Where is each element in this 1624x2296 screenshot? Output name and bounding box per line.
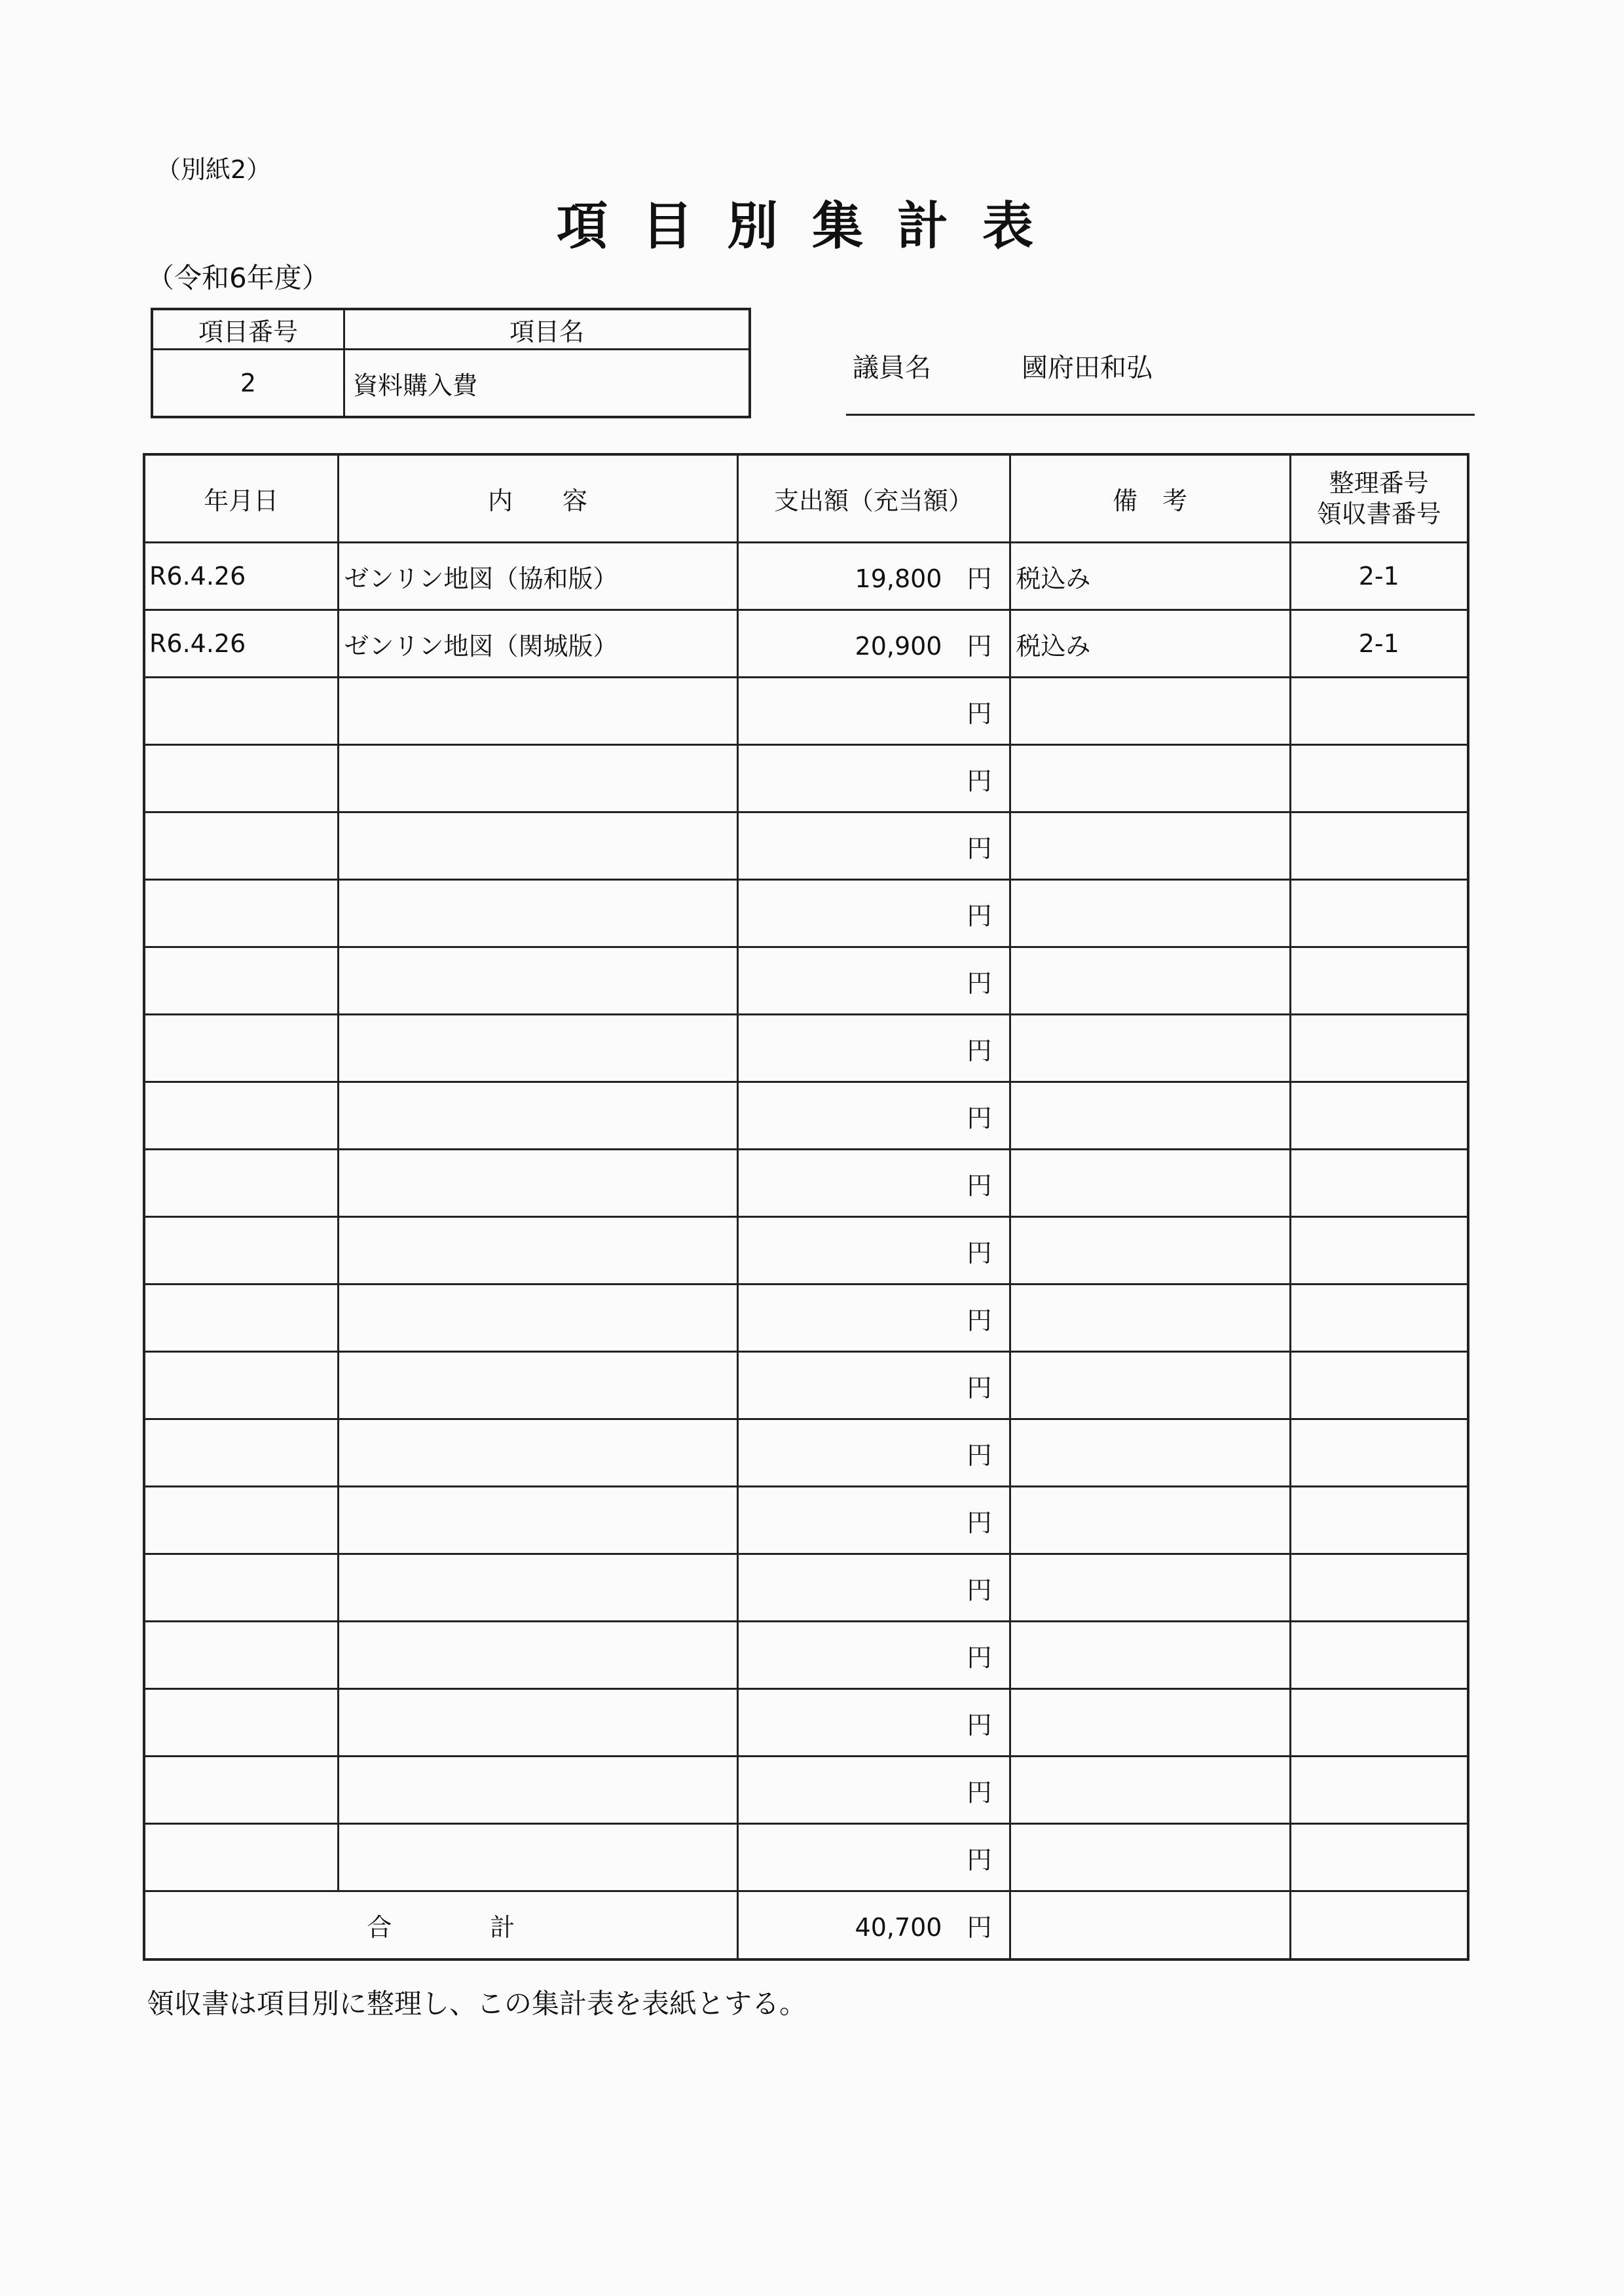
reference-number-header bbox=[1290, 454, 1468, 543]
date-cell bbox=[144, 1150, 338, 1217]
amount-unit: 円 bbox=[967, 631, 992, 661]
remarks-cell bbox=[1010, 1352, 1290, 1419]
description-cell bbox=[338, 1015, 737, 1082]
amount-cell bbox=[737, 1217, 1010, 1285]
amount-unit: 円 bbox=[967, 1440, 992, 1470]
expense-ledger-table bbox=[143, 453, 1469, 1961]
date-cell bbox=[144, 1217, 338, 1285]
amount-unit: 円 bbox=[967, 1845, 992, 1874]
remarks-cell bbox=[1010, 1554, 1290, 1622]
date-cell bbox=[144, 1757, 338, 1824]
description-cell bbox=[338, 1150, 737, 1217]
reference-number-cell bbox=[1290, 1082, 1468, 1150]
date-cell bbox=[144, 1689, 338, 1757]
table-row bbox=[144, 1419, 1468, 1487]
reference-number-cell: 2-1 bbox=[1290, 543, 1468, 610]
amount-unit: 円 bbox=[967, 699, 992, 728]
reference-number-header-line1: 整理番号 bbox=[1329, 469, 1429, 498]
remarks-cell bbox=[1010, 1082, 1290, 1150]
amount-cell bbox=[737, 1352, 1010, 1419]
member-label: 議員名 bbox=[853, 353, 931, 383]
ledger-total-row bbox=[144, 1891, 1468, 1960]
remarks-cell bbox=[1010, 1622, 1290, 1689]
description-cell bbox=[338, 1554, 737, 1622]
description-cell bbox=[338, 1419, 737, 1487]
reference-number-cell bbox=[1290, 1217, 1468, 1285]
reference-number-cell bbox=[1290, 812, 1468, 880]
reference-number-cell bbox=[1290, 1622, 1468, 1689]
description-cell bbox=[338, 947, 737, 1015]
reference-number-header-line2: 領収書番号 bbox=[1316, 499, 1441, 528]
reference-number-cell bbox=[1290, 1419, 1468, 1487]
description-cell bbox=[338, 1082, 737, 1150]
footer-note: 領収書は項目別に整理し、この集計表を表紙とする。 bbox=[147, 1988, 807, 2020]
remarks-cell bbox=[1010, 812, 1290, 880]
item-table-value-row bbox=[152, 350, 750, 418]
reference-number-cell bbox=[1290, 745, 1468, 812]
amount-header: 支出額（充当額） bbox=[737, 454, 1010, 543]
description-cell bbox=[338, 812, 737, 880]
description-cell bbox=[338, 1689, 737, 1757]
table-row bbox=[144, 610, 1468, 678]
table-row bbox=[144, 812, 1468, 880]
description-cell bbox=[338, 1622, 737, 1689]
amount-unit: 円 bbox=[967, 1103, 992, 1133]
description-header: 内 容 bbox=[338, 454, 737, 543]
member-name: 國府田和弘 bbox=[1022, 353, 1153, 383]
table-row bbox=[144, 678, 1468, 745]
amount-unit: 円 bbox=[967, 564, 992, 593]
item-table bbox=[151, 308, 751, 418]
table-row bbox=[144, 745, 1468, 812]
reference-number-cell bbox=[1290, 1015, 1468, 1082]
remarks-cell bbox=[1010, 745, 1290, 812]
amount-unit: 円 bbox=[967, 1036, 992, 1065]
amount-cell bbox=[737, 1689, 1010, 1757]
date-cell bbox=[144, 1419, 338, 1487]
description-cell bbox=[338, 1352, 737, 1419]
reference-number-cell bbox=[1290, 1352, 1468, 1419]
amount-cell bbox=[737, 1419, 1010, 1487]
amount-unit: 円 bbox=[967, 1575, 992, 1605]
table-row bbox=[144, 1622, 1468, 1689]
table-row bbox=[144, 1150, 1468, 1217]
date-cell bbox=[144, 678, 338, 745]
date-cell bbox=[144, 1015, 338, 1082]
amount-cell bbox=[737, 1622, 1010, 1689]
table-row bbox=[144, 1824, 1468, 1891]
remarks-cell bbox=[1010, 678, 1290, 745]
remarks-cell bbox=[1010, 1824, 1290, 1891]
date-cell bbox=[144, 947, 338, 1015]
date-cell bbox=[144, 1352, 338, 1419]
table-row bbox=[144, 1285, 1468, 1352]
reference-number-cell bbox=[1290, 1757, 1468, 1824]
table-row bbox=[144, 1217, 1468, 1285]
remarks-cell bbox=[1010, 880, 1290, 947]
remarks-cell bbox=[1010, 947, 1290, 1015]
amount-value: 20,900 bbox=[855, 631, 942, 661]
total-number-cell bbox=[1290, 1891, 1468, 1960]
reference-number-cell: 2-1 bbox=[1290, 610, 1468, 678]
amount-cell bbox=[737, 1082, 1010, 1150]
description-cell bbox=[338, 880, 737, 947]
item-number-header: 項目番号 bbox=[152, 309, 344, 350]
table-row bbox=[144, 543, 1468, 610]
amount-cell bbox=[737, 1554, 1010, 1622]
total-label: 合計 bbox=[144, 1891, 737, 1960]
remarks-cell: 税込み bbox=[1010, 543, 1290, 610]
amount-cell bbox=[737, 1285, 1010, 1352]
remarks-cell bbox=[1010, 1419, 1290, 1487]
remarks-cell bbox=[1010, 1757, 1290, 1824]
amount-unit: 円 bbox=[967, 1777, 992, 1807]
remarks-cell bbox=[1010, 1689, 1290, 1757]
description-cell bbox=[338, 1487, 737, 1554]
remarks-cell bbox=[1010, 1217, 1290, 1285]
date-cell bbox=[144, 745, 338, 812]
amount-unit: 円 bbox=[967, 1305, 992, 1335]
amount-cell bbox=[737, 678, 1010, 745]
date-cell bbox=[144, 1285, 338, 1352]
total-amount: 40,700 bbox=[855, 1913, 942, 1942]
table-row bbox=[144, 1082, 1468, 1150]
date-cell: R6.4.26 bbox=[144, 543, 338, 610]
item-number: 2 bbox=[152, 350, 344, 418]
date-cell bbox=[144, 812, 338, 880]
date-cell bbox=[144, 1622, 338, 1689]
description-cell: ゼンリン地図（関城版） bbox=[338, 610, 737, 678]
amount-unit: 円 bbox=[967, 1643, 992, 1672]
date-cell bbox=[144, 1824, 338, 1891]
amount-cell bbox=[737, 1487, 1010, 1554]
reference-number-cell bbox=[1290, 678, 1468, 745]
table-row bbox=[144, 1487, 1468, 1554]
amount-unit: 円 bbox=[967, 968, 992, 998]
date-cell bbox=[144, 1082, 338, 1150]
table-row bbox=[144, 880, 1468, 947]
description-cell bbox=[338, 1285, 737, 1352]
remarks-cell bbox=[1010, 1150, 1290, 1217]
description-cell: ゼンリン地図（協和版） bbox=[338, 543, 737, 610]
reference-number-cell bbox=[1290, 1150, 1468, 1217]
remarks-cell: 税込み bbox=[1010, 610, 1290, 678]
total-amount-cell bbox=[737, 1891, 1010, 1960]
amount-unit: 円 bbox=[967, 766, 992, 795]
amount-unit: 円 bbox=[967, 1373, 992, 1402]
description-cell bbox=[338, 678, 737, 745]
date-header: 年月日 bbox=[144, 454, 338, 543]
amount-cell bbox=[737, 610, 1010, 678]
table-row bbox=[144, 1015, 1468, 1082]
reference-number-cell bbox=[1290, 1285, 1468, 1352]
remarks-cell bbox=[1010, 1487, 1290, 1554]
remarks-cell bbox=[1010, 1285, 1290, 1352]
reference-number-cell bbox=[1290, 1689, 1468, 1757]
amount-cell bbox=[737, 947, 1010, 1015]
total-amount-unit: 円 bbox=[967, 1913, 992, 1942]
description-cell bbox=[338, 745, 737, 812]
amount-unit: 円 bbox=[967, 901, 992, 930]
amount-cell bbox=[737, 880, 1010, 947]
amount-cell bbox=[737, 1150, 1010, 1217]
description-cell bbox=[338, 1824, 737, 1891]
amount-cell bbox=[737, 745, 1010, 812]
reference-number-cell bbox=[1290, 1824, 1468, 1891]
amount-cell bbox=[737, 543, 1010, 610]
reference-number-cell bbox=[1290, 947, 1468, 1015]
ledger-header-row bbox=[144, 454, 1468, 543]
reference-number-cell bbox=[1290, 1487, 1468, 1554]
reference-number-cell bbox=[1290, 880, 1468, 947]
page-title: 項目別集計表 bbox=[556, 197, 1067, 256]
annex-label: （別紙2） bbox=[156, 155, 272, 184]
table-row bbox=[144, 1757, 1468, 1824]
amount-value: 19,800 bbox=[855, 564, 942, 593]
date-cell bbox=[144, 1487, 338, 1554]
date-cell bbox=[144, 880, 338, 947]
item-name-header: 項目名 bbox=[344, 309, 750, 350]
amount-unit: 円 bbox=[967, 1238, 992, 1267]
amount-cell bbox=[737, 812, 1010, 880]
description-cell bbox=[338, 1757, 737, 1824]
remarks-cell bbox=[1010, 1015, 1290, 1082]
amount-unit: 円 bbox=[967, 833, 992, 863]
table-row bbox=[144, 1352, 1468, 1419]
total-remarks-cell bbox=[1010, 1891, 1290, 1960]
amount-unit: 円 bbox=[967, 1171, 992, 1200]
amount-unit: 円 bbox=[967, 1710, 992, 1740]
item-name: 資料購入費 bbox=[344, 350, 750, 418]
amount-cell bbox=[737, 1757, 1010, 1824]
description-cell bbox=[338, 1217, 737, 1285]
table-row bbox=[144, 1689, 1468, 1757]
ledger-body bbox=[144, 543, 1468, 1891]
amount-cell bbox=[737, 1015, 1010, 1082]
table-row bbox=[144, 1554, 1468, 1622]
date-cell bbox=[144, 1554, 338, 1622]
member-signature-line bbox=[846, 414, 1475, 416]
remarks-header: 備 考 bbox=[1010, 454, 1290, 543]
fiscal-year: （令和6年度） bbox=[147, 262, 329, 294]
item-table-header-row bbox=[152, 309, 750, 350]
amount-unit: 円 bbox=[967, 1508, 992, 1537]
date-cell: R6.4.26 bbox=[144, 610, 338, 678]
table-row bbox=[144, 947, 1468, 1015]
reference-number-cell bbox=[1290, 1554, 1468, 1622]
amount-cell bbox=[737, 1824, 1010, 1891]
